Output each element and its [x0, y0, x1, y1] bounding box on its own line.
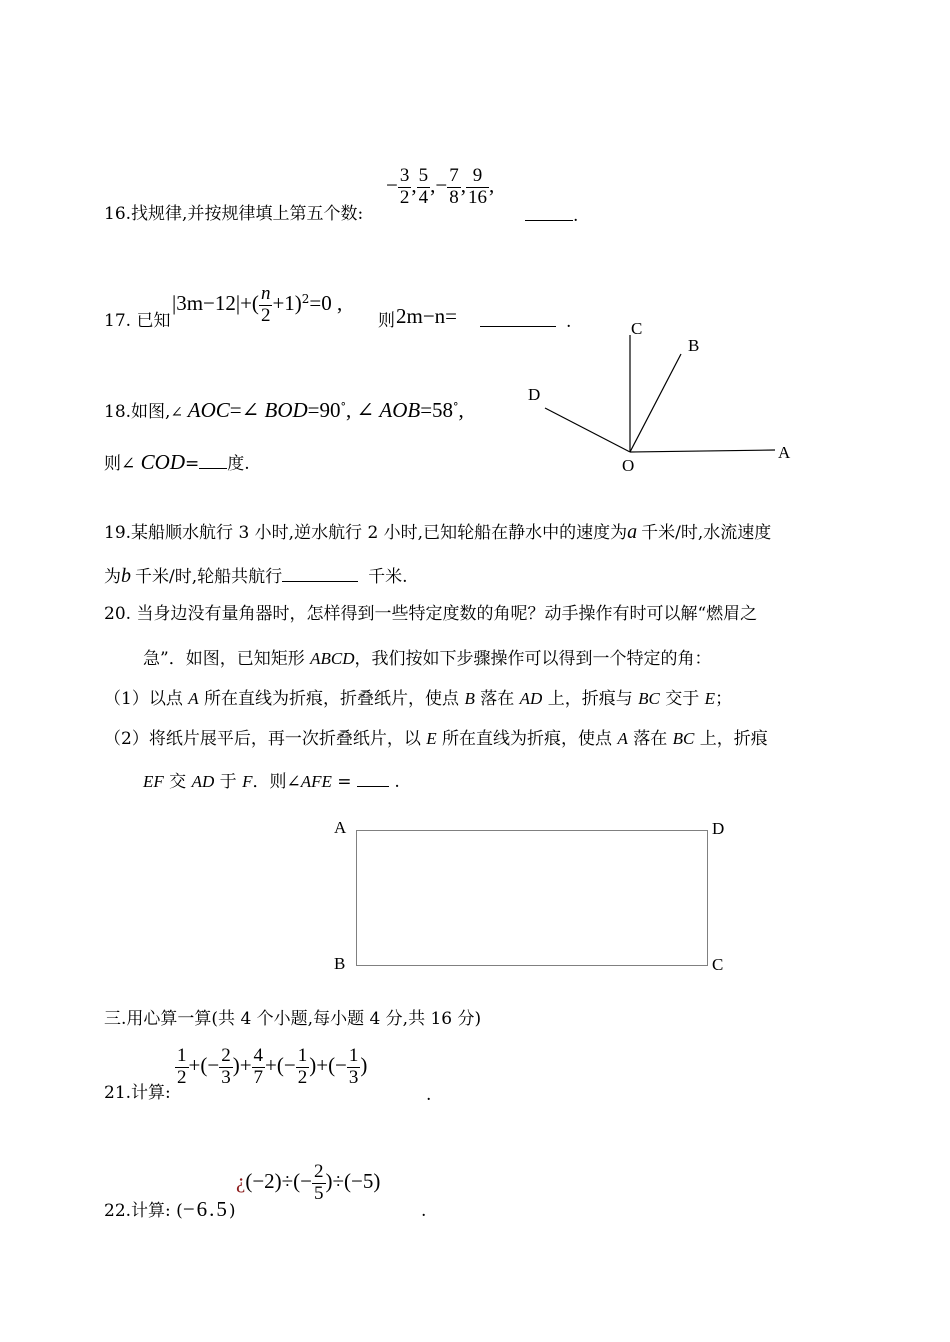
q22-end: . — [421, 1201, 427, 1221]
q17-expression: 2m−n= — [396, 304, 458, 328]
q18-line2: 则∠ COD= 度. — [104, 450, 250, 474]
q18-line1: 18.如图,∠ AOC=∠ BOD=90°, ∠ AOB=58°, — [104, 398, 464, 422]
point-a-label: A — [778, 443, 791, 462]
point-b-label: B — [688, 336, 700, 355]
q20-step2: （2）将纸片展平后，再一次折叠纸片，以 E 所在直线为折痕，使点 A 落在 BC 上，折痕 — [104, 729, 768, 749]
q20-step1: （1）以点 A 所在直线为折痕，折叠纸片，使点 B 落在 AD 上，折痕与 BC 交于 E； — [104, 689, 733, 709]
q21-expression: $\frac{1}{2}$ +(− $\frac{2}{3}$ )+ $\frac{4}{7}$ +(− $\frac{1}{2}$ )+(− $\frac{1}{3}$ ) — [177, 1045, 368, 1088]
q17-equation: |3m−12|+( $\frac{n}{2}$ +1)$^2$=0 , — [172, 283, 343, 326]
q20-line1: 20. 当身边没有量角器时，怎样得到一些特定度数的角呢？动手操作有时可以解“燃眉之 — [104, 604, 758, 624]
ray-od — [545, 408, 630, 452]
q19-answer-blank[interactable] — [282, 567, 358, 582]
q21-label: 21.计算: — [104, 1083, 171, 1103]
q17-then: 则 — [378, 311, 395, 331]
ray-ob — [630, 354, 681, 452]
rect-c-label: C — [712, 955, 724, 974]
q22-expression: ¿(−2)÷(− $\frac{2}{5}$ )÷(−5) — [236, 1161, 381, 1204]
section-3-heading: 三.用心算一算(共 4 个小题,每小题 4 分,共 16 分) — [104, 1009, 482, 1029]
q18-angle-figure — [0, 0, 950, 500]
rect-d-label: D — [712, 819, 725, 838]
rect-b-label: B — [334, 954, 346, 973]
ray-oa — [630, 450, 775, 452]
q19-line2: 为b 千米/时,轮船共航行 千米. — [104, 565, 408, 587]
q21-end: . — [426, 1085, 432, 1105]
q17-label: 17. 已知 — [104, 311, 171, 331]
q20-line2: 急”．如图，已知矩形 ABCD，我们按如下步骤操作可以得到一个特定的角： — [143, 649, 712, 669]
q16-answer-blank[interactable]: . — [525, 206, 578, 225]
rect-a-label: A — [334, 818, 347, 837]
q16-label: 16.找规律,并按规律填上第五个数: — [104, 204, 364, 224]
q19-line1: 19.某船顺水航行 3 小时,逆水航行 2 小时,已知轮船在静水中的速度为a 千米/时,水流速度 — [104, 521, 772, 543]
q22-label: 22.计算: (−6.5) — [104, 1197, 236, 1221]
q20-answer-blank[interactable] — [357, 772, 389, 787]
point-d-label: D — [528, 385, 541, 404]
q20-step3: EF 交 AD 于 F．则∠AFE = . — [143, 772, 400, 792]
point-o-label: O — [622, 456, 635, 475]
q16-sequence: − $\frac{3}{2}$ , $\frac{5}{4}$ ,− $\frac{7}{8}$ , $\frac{9}{16}$ , — [386, 165, 495, 208]
point-c-label: C — [631, 319, 643, 338]
q17-answer-blank[interactable]: . — [480, 310, 571, 331]
rectangle-abcd — [356, 830, 708, 966]
